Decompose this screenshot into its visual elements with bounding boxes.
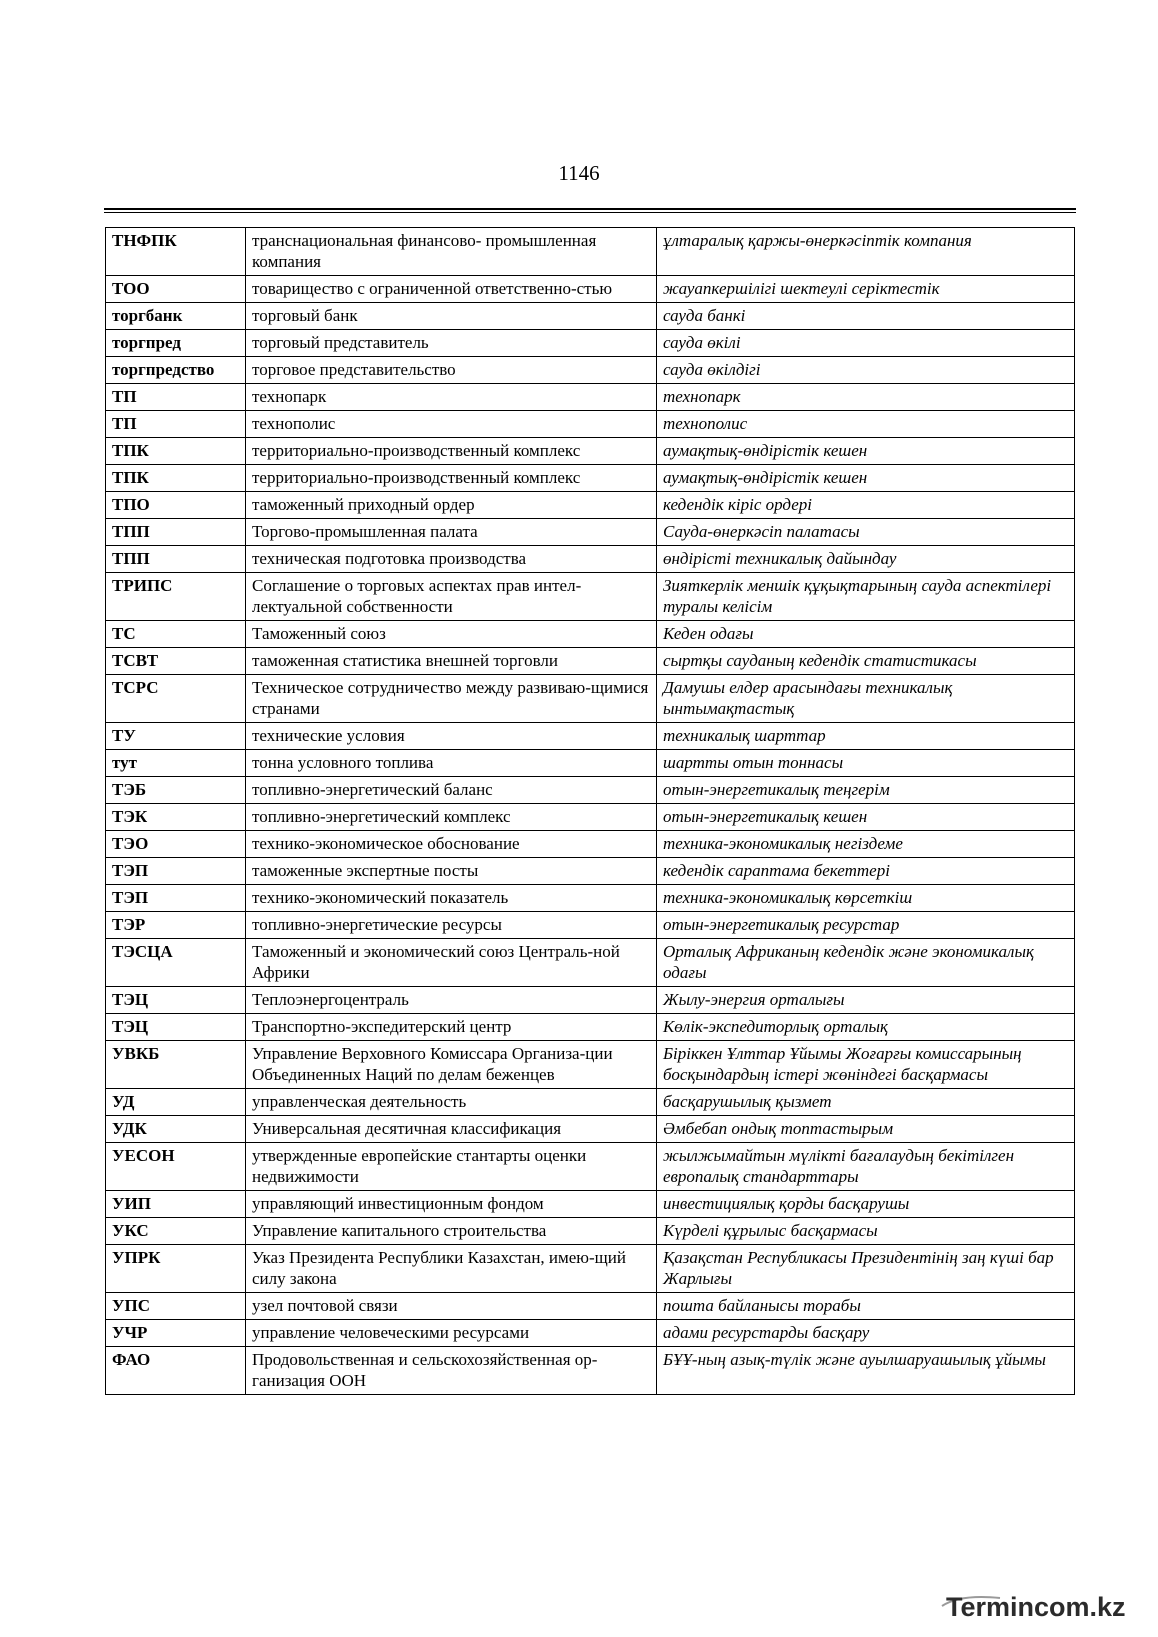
abbreviation-cell: ТУ — [106, 723, 246, 750]
abbreviation-cell: УД — [106, 1089, 246, 1116]
kazakh-term-cell: Сауда-өнеркәсіп палатасы — [657, 519, 1075, 546]
table-row — [106, 519, 1075, 546]
abbreviation-cell: торгпред — [106, 330, 246, 357]
kazakh-term-cell: аумақтық-өндірістік кешен — [657, 438, 1075, 465]
kazakh-term-cell: жылжымайтын мүлікті бағалаудың бекітілген европалық стандарттары — [657, 1143, 1075, 1191]
russian-term-cell: утвержденные европейские стантарты оценки недвижимости — [246, 1143, 657, 1191]
abbreviation-cell: ТЭП — [106, 885, 246, 912]
table-row — [106, 621, 1075, 648]
kazakh-term-cell: Көлік-экспедиторлық орталық — [657, 1014, 1075, 1041]
russian-term-cell: товарищество с ограниченной ответственно-стью — [246, 276, 657, 303]
kazakh-term-cell: технопарк — [657, 384, 1075, 411]
kazakh-term-cell: басқарушылық қызмет — [657, 1089, 1075, 1116]
abbreviation-cell: УЧР — [106, 1320, 246, 1347]
kazakh-term-cell: инвестициялық қорды басқарушы — [657, 1191, 1075, 1218]
table-row — [106, 546, 1075, 573]
kazakh-term-cell: шартты отын тоннасы — [657, 750, 1075, 777]
abbreviation-cell: тут — [106, 750, 246, 777]
table-row — [106, 1014, 1075, 1041]
table-row — [106, 723, 1075, 750]
russian-term-cell: таможенный приходный ордер — [246, 492, 657, 519]
header-rule-thin — [104, 212, 1076, 213]
kazakh-term-cell: пошта байланысы торабы — [657, 1293, 1075, 1320]
russian-term-cell: Таможенный союз — [246, 621, 657, 648]
abbreviation-cell: ТПП — [106, 519, 246, 546]
table-row — [106, 438, 1075, 465]
table-row — [106, 573, 1075, 621]
russian-term-cell: техническая подготовка производства — [246, 546, 657, 573]
kazakh-term-cell: отын-энергетикалық ресурстар — [657, 912, 1075, 939]
abbreviation-cell: ТСВТ — [106, 648, 246, 675]
page-number: 1146 — [558, 161, 600, 185]
abbreviation-cell: ТЭО — [106, 831, 246, 858]
abbreviation-cell: ТЭЦ — [106, 987, 246, 1014]
table-row — [106, 987, 1075, 1014]
abbreviation-cell: ТСРС — [106, 675, 246, 723]
russian-term-cell: территориально-производственный комплекс — [246, 465, 657, 492]
abbreviation-cell: УДК — [106, 1116, 246, 1143]
kazakh-term-cell: техника-экономикалық негіздеме — [657, 831, 1075, 858]
abbreviation-cell: ТЭЦ — [106, 1014, 246, 1041]
russian-term-cell: технико-экономический показатель — [246, 885, 657, 912]
table-row — [106, 492, 1075, 519]
abbreviation-cell: УПРК — [106, 1245, 246, 1293]
kazakh-term-cell: Зияткерлік меншік құқықтарының сауда аспектілері туралы келісім — [657, 573, 1075, 621]
abbreviation-cell: ТРИПС — [106, 573, 246, 621]
kazakh-term-cell: өндірісті техникалық дайындау — [657, 546, 1075, 573]
russian-term-cell: торговое представительство — [246, 357, 657, 384]
table-row — [106, 228, 1075, 276]
table-row — [106, 1089, 1075, 1116]
table-row — [106, 939, 1075, 987]
kazakh-term-cell: БҰҰ-ның азық-түлік және ауылшаруашылық ұйымы — [657, 1347, 1075, 1395]
header-rule — [104, 208, 1076, 210]
russian-term-cell: торговый представитель — [246, 330, 657, 357]
abbreviation-cell: ТЭП — [106, 858, 246, 885]
table-row — [106, 276, 1075, 303]
abbreviation-cell: ТЭСЦА — [106, 939, 246, 987]
kazakh-term-cell: техникалық шарттар — [657, 723, 1075, 750]
abbreviation-table — [105, 227, 1075, 1395]
kazakh-term-cell: кедендік сараптама бекеттері — [657, 858, 1075, 885]
table-row — [106, 1143, 1075, 1191]
kazakh-term-cell: отын-энергетикалық кешен — [657, 804, 1075, 831]
russian-term-cell: Продовольственная и сельскохозяйственная ор-ганизация ООН — [246, 1347, 657, 1395]
russian-term-cell: Торгово-промышленная палата — [246, 519, 657, 546]
abbreviation-cell: торгпредство — [106, 357, 246, 384]
russian-term-cell: Теплоэнергоцентраль — [246, 987, 657, 1014]
kazakh-term-cell: сауда өкілдігі — [657, 357, 1075, 384]
abbreviation-cell: УЕСОН — [106, 1143, 246, 1191]
russian-term-cell: Таможенный и экономический союз Централь-ной Африки — [246, 939, 657, 987]
kazakh-term-cell: адами ресурстарды басқару — [657, 1320, 1075, 1347]
kazakh-term-cell: техника-экономикалық көрсеткіш — [657, 885, 1075, 912]
russian-term-cell: таможенные экспертные посты — [246, 858, 657, 885]
russian-term-cell: торговый банк — [246, 303, 657, 330]
table-row — [106, 831, 1075, 858]
abbreviation-cell: ТЭР — [106, 912, 246, 939]
kazakh-term-cell: сауда өкілі — [657, 330, 1075, 357]
russian-term-cell: Универсальная десятичная классификация — [246, 1116, 657, 1143]
abbreviation-cell: УПС — [106, 1293, 246, 1320]
kazakh-term-cell: Әмбебап ондық топтастырым — [657, 1116, 1075, 1143]
table-row — [106, 1041, 1075, 1089]
kazakh-term-cell: Орталық Африканың кедендік және экономикалық одағы — [657, 939, 1075, 987]
kazakh-term-cell: Жылу-энергия орталығы — [657, 987, 1075, 1014]
russian-term-cell: узел почтовой связи — [246, 1293, 657, 1320]
table-row — [106, 675, 1075, 723]
abbreviation-cell: УКС — [106, 1218, 246, 1245]
russian-term-cell: Управление капитального строительства — [246, 1218, 657, 1245]
table-row — [106, 465, 1075, 492]
russian-term-cell: Управление Верховного Комиссара Организа-ции Объединенных Наций по делам беженцев — [246, 1041, 657, 1089]
kazakh-term-cell: сауда банкі — [657, 303, 1075, 330]
table-row — [106, 330, 1075, 357]
kazakh-term-cell: жауапкершілігі шектеулі серіктестік — [657, 276, 1075, 303]
table-row — [106, 1245, 1075, 1293]
table-row — [106, 411, 1075, 438]
russian-term-cell: таможенная статистика внешней торговли — [246, 648, 657, 675]
russian-term-cell: топливно-энергетический комплекс — [246, 804, 657, 831]
kazakh-term-cell: аумақтық-өндірістік кешен — [657, 465, 1075, 492]
abbreviation-cell: ФАО — [106, 1347, 246, 1395]
russian-term-cell: Транспортно-экспедитерский центр — [246, 1014, 657, 1041]
russian-term-cell: транснациональная финансово- промышленная компания — [246, 228, 657, 276]
abbreviation-cell: ТПП — [106, 546, 246, 573]
kazakh-term-cell: Қазақстан Республикасы Президентінің заң күші бар Жарлығы — [657, 1245, 1075, 1293]
table-row — [106, 1191, 1075, 1218]
russian-term-cell: тонна условного топлива — [246, 750, 657, 777]
table-row — [106, 1347, 1075, 1395]
abbreviation-cell: ТС — [106, 621, 246, 648]
russian-term-cell: территориально-производственный комплекс — [246, 438, 657, 465]
russian-term-cell: технико-экономическое обоснование — [246, 831, 657, 858]
russian-term-cell: технические условия — [246, 723, 657, 750]
abbreviation-cell: ТЭК — [106, 804, 246, 831]
abbreviation-cell: ТПК — [106, 438, 246, 465]
russian-term-cell: управляющий инвестиционным фондом — [246, 1191, 657, 1218]
abbreviation-cell: ТП — [106, 384, 246, 411]
abbreviation-cell: ТПО — [106, 492, 246, 519]
table-row — [106, 858, 1075, 885]
kazakh-term-cell: отын-энергетикалық теңгерім — [657, 777, 1075, 804]
russian-term-cell: Техническое сотрудничество между развиваю-щимися странами — [246, 675, 657, 723]
abbreviation-cell: ТНФПК — [106, 228, 246, 276]
logo-text: Termincom.kz — [946, 1592, 1126, 1622]
termincom-logo — [940, 1592, 1150, 1628]
abbreviation-cell: УВКБ — [106, 1041, 246, 1089]
russian-term-cell: топливно-энергетический баланс — [246, 777, 657, 804]
kazakh-term-cell: Дамушы елдер арасындағы техникалық ынтымақтастық — [657, 675, 1075, 723]
table-row — [106, 912, 1075, 939]
kazakh-term-cell: кедендік кіріс ордері — [657, 492, 1075, 519]
kazakh-term-cell: технополис — [657, 411, 1075, 438]
table-row — [106, 777, 1075, 804]
table-row — [106, 357, 1075, 384]
table-row — [106, 1218, 1075, 1245]
abbreviation-cell: УИП — [106, 1191, 246, 1218]
abbreviation-cell: ТПК — [106, 465, 246, 492]
table-row — [106, 804, 1075, 831]
abbreviation-table-body — [106, 228, 1075, 1395]
russian-term-cell: управление человеческими ресурсами — [246, 1320, 657, 1347]
russian-term-cell: Соглашение о торговых аспектах прав интел-лектуальной собственности — [246, 573, 657, 621]
table-row — [106, 648, 1075, 675]
russian-term-cell: топливно-энергетические ресурсы — [246, 912, 657, 939]
table-row — [106, 885, 1075, 912]
kazakh-term-cell: Кеден одағы — [657, 621, 1075, 648]
kazakh-term-cell: Біріккен Ұлттар Ұйымы Жоғарғы комиссарының босқындардың істері жөніндегі басқармасы — [657, 1041, 1075, 1089]
abbreviation-cell: торгбанк — [106, 303, 246, 330]
russian-term-cell: технополис — [246, 411, 657, 438]
kazakh-term-cell: Күрделі құрылыс басқармасы — [657, 1218, 1075, 1245]
kazakh-term-cell: ұлтаралық қаржы-өнеркәсіптік компания — [657, 228, 1075, 276]
kazakh-term-cell: сыртқы сауданың кедендік статистикасы — [657, 648, 1075, 675]
abbreviation-cell: ТОО — [106, 276, 246, 303]
table-row — [106, 750, 1075, 777]
abbreviation-cell: ТЭБ — [106, 777, 246, 804]
table-row — [106, 384, 1075, 411]
table-row — [106, 1116, 1075, 1143]
table-row — [106, 1320, 1075, 1347]
table-row — [106, 1293, 1075, 1320]
table-row — [106, 303, 1075, 330]
abbreviation-cell: ТП — [106, 411, 246, 438]
russian-term-cell: управленческая деятельность — [246, 1089, 657, 1116]
russian-term-cell: Указ Президента Республики Казахстан, имею-щий силу закона — [246, 1245, 657, 1293]
russian-term-cell: технопарк — [246, 384, 657, 411]
